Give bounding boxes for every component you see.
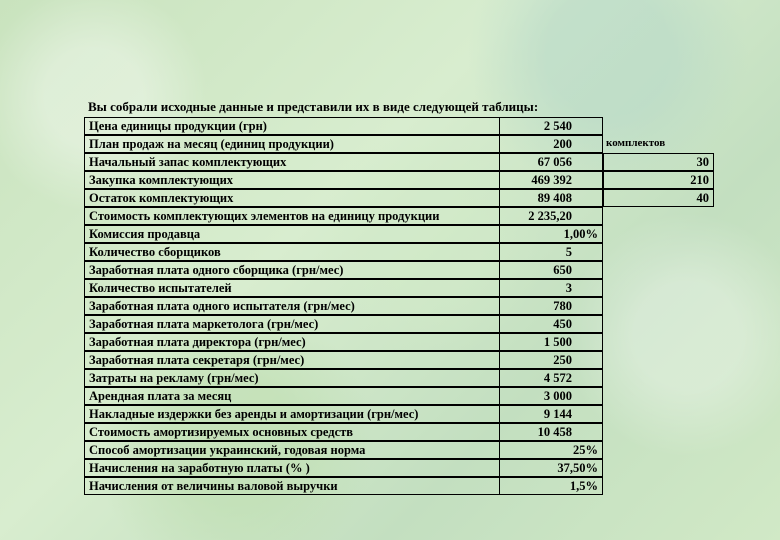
row-label: Заработная плата директора (грн/мес): [84, 333, 500, 351]
row-label: Начисления на заработную платы (% ): [84, 459, 500, 477]
row-value: 3 000: [499, 387, 603, 405]
row-value: 5: [499, 243, 603, 261]
row-value: 780: [499, 297, 603, 315]
row-label: Закупка комплектующих: [84, 171, 500, 189]
side-value-remaining: 40: [603, 189, 714, 207]
row-label: Заработная плата одного сборщика (грн/мес): [84, 261, 500, 279]
row-value: 1 500: [499, 333, 603, 351]
row-value: 2 540: [499, 117, 603, 135]
side-value-purchase: 210: [603, 171, 714, 189]
row-label: Стоимость комплектующих элементов на единицу продукции: [84, 207, 500, 225]
row-label: Стоимость амортизируемых основных средств: [84, 423, 500, 441]
row-value: 1,00%: [499, 225, 603, 243]
row-value: 1,5%: [499, 477, 603, 495]
row-value: 89 408: [499, 189, 603, 207]
row-label: Комиссия продавца: [84, 225, 500, 243]
row-label: План продаж на месяц (единиц продукции): [84, 135, 500, 153]
row-value: 250: [499, 351, 603, 369]
row-value: 67 056: [499, 153, 603, 171]
row-label: Заработная плата секретаря (грн/мес): [84, 351, 500, 369]
row-label: Начальный запас комплектующих: [84, 153, 500, 171]
row-value: 10 458: [499, 423, 603, 441]
units-note: комплектов: [606, 137, 666, 149]
row-value: 37,50%: [499, 459, 603, 477]
side-value-initial-stock: 30: [603, 153, 714, 171]
row-value: 200: [499, 135, 603, 153]
row-value: 3: [499, 279, 603, 297]
row-value: 650: [499, 261, 603, 279]
row-value: 9 144: [499, 405, 603, 423]
row-value: 25%: [499, 441, 603, 459]
row-label: Заработная плата одного испытателя (грн/мес): [84, 297, 500, 315]
row-label: Цена единицы продукции (грн): [84, 117, 500, 135]
row-value: 2 235,20: [499, 207, 603, 225]
row-label: Арендная плата за месяц: [84, 387, 500, 405]
row-label: Заработная плата маркетолога (грн/мес): [84, 315, 500, 333]
row-label: Способ амортизации украинский, годовая норма: [84, 441, 500, 459]
row-label: Затраты на рекламу (грн/мес): [84, 369, 500, 387]
row-value: 4 572: [499, 369, 603, 387]
row-label: Количество испытателей: [84, 279, 500, 297]
table-caption: Вы собрали исходные данные и представили их в виде следующей таблицы:: [88, 99, 539, 114]
row-label: Количество сборщиков: [84, 243, 500, 261]
row-label: Начисления от величины валовой выручки: [84, 477, 500, 495]
row-label: Остаток комплектующих: [84, 189, 500, 207]
row-value: 450: [499, 315, 603, 333]
row-value: 469 392: [499, 171, 603, 189]
row-label: Накладные издержки без аренды и амортизации (грн/мес): [84, 405, 500, 423]
